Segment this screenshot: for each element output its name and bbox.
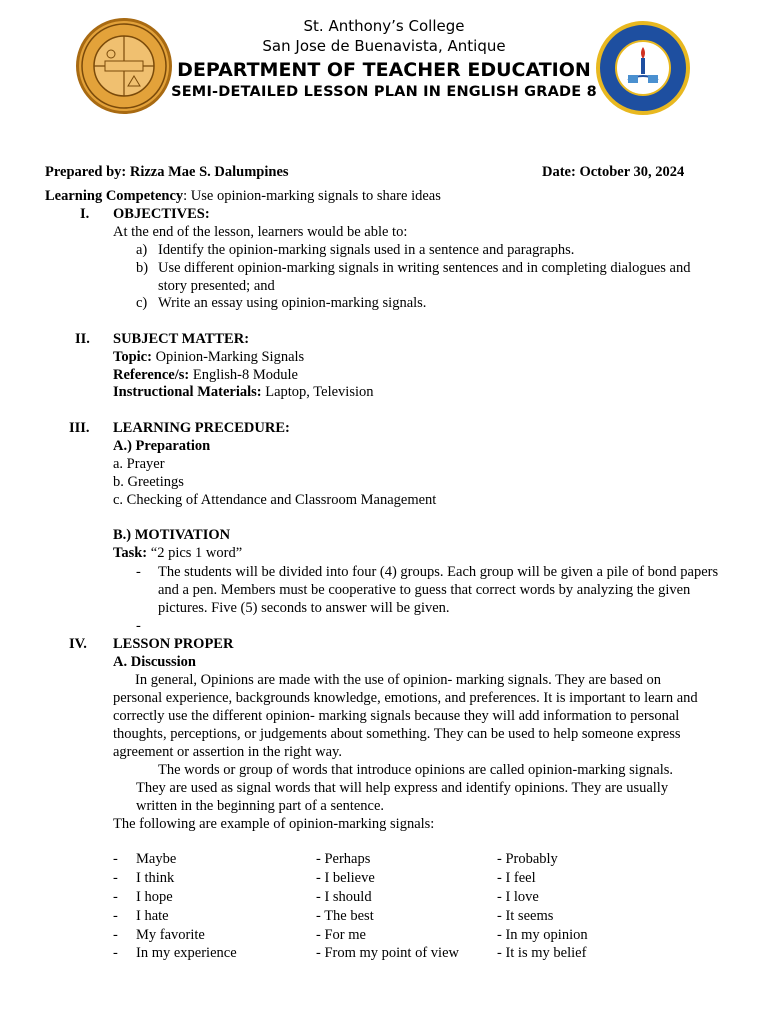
section-title-lesson: LESSON PROPER	[113, 636, 234, 652]
competency-label: Learning Competency	[45, 188, 184, 204]
reference	[113, 366, 298, 384]
task-description: The students will be divided into four (4) groups. Each group will be given a pile of bond papers and a pen. Members must be cooperative to guess that correct words by analyzing the given pictures. Five (5) seconds to answer will be given.	[158, 564, 719, 616]
bullet-dash: -	[136, 618, 141, 634]
signal-item: I hate	[136, 908, 169, 924]
discussion-paragraph: The words or group of words that introduce opinions are called opinion-marking signals. They are used as signal words that will help express and identify opinions. They are usually written in the beginning part of a sentence.	[136, 762, 674, 814]
section-title-subject: SUBJECT MATTER:	[113, 331, 250, 347]
signal-item: - For me	[316, 927, 366, 943]
preparation-item: c. Checking of Attendance and Classroom Management	[113, 492, 437, 508]
signal-dash: -	[113, 870, 118, 886]
objective-item: Use different opinion-marking signals in writing sentences and in completing dialogues and story presented; and	[158, 260, 691, 294]
section-number-subject: II.	[75, 331, 90, 347]
signal-dash: -	[113, 908, 118, 924]
signal-item: - In my opinion	[497, 927, 588, 943]
signal-item: - It is my belief	[497, 945, 587, 961]
objective-item: Write an essay using opinion-marking signals.	[158, 295, 427, 311]
reference-value: English-8 Module	[189, 367, 298, 383]
signal-item: - Probably	[497, 851, 558, 867]
date-label: Date:	[542, 164, 576, 180]
topic-value: Opinion-Marking Signals	[151, 349, 305, 365]
objective-marker: a)	[136, 242, 148, 258]
reference-label: Reference/s:	[113, 367, 190, 383]
signal-item: - It seems	[497, 908, 554, 924]
task-label: Task:	[113, 545, 148, 561]
instructional-materials	[113, 383, 374, 401]
signal-item: - I love	[497, 889, 539, 905]
signal-item: - Perhaps	[316, 851, 371, 867]
motivation-title: B.) MOTIVATION	[113, 527, 231, 543]
preparation-title: A.) Preparation	[113, 438, 211, 454]
signal-item: - The best	[316, 908, 374, 924]
task-value: “2 pics 1 word”	[147, 545, 243, 561]
section-number-procedure: III.	[69, 420, 90, 436]
signal-item: - I feel	[497, 870, 536, 886]
objectives-intro: At the end of the lesson, learners would be able to:	[113, 224, 408, 240]
learning-competency	[45, 187, 441, 205]
topic	[113, 348, 304, 366]
signal-item: In my experience	[136, 945, 237, 961]
signal-item: - From my point of view	[316, 945, 459, 961]
topic-label: Topic:	[113, 349, 152, 365]
signal-dash: -	[113, 889, 118, 905]
bullet-dash: -	[136, 564, 141, 580]
signal-dash: -	[113, 851, 118, 867]
signal-item: - I believe	[316, 870, 375, 886]
prepared-by-value: Rizza Mae S. Dalumpines	[129, 164, 289, 180]
signal-dash: -	[113, 945, 118, 961]
signal-item: My favorite	[136, 927, 205, 943]
college-location: San Jose de Buenavista, Antique	[262, 37, 506, 55]
task	[113, 544, 242, 562]
department-title: DEPARTMENT OF TEACHER EDUCATION	[177, 59, 591, 81]
objective-item: Identify the opinion-marking signals used in a sentence and paragraphs.	[158, 242, 575, 258]
preparation-item: b. Greetings	[113, 474, 184, 490]
section-number-lesson: IV.	[69, 636, 87, 652]
signal-item: I think	[136, 870, 175, 886]
materials-value: Laptop, Television	[261, 384, 374, 400]
prepared-by	[45, 163, 289, 181]
section-number-objectives: I.	[80, 206, 90, 222]
signal-dash: -	[113, 927, 118, 943]
preparation-item: a. Prayer	[113, 456, 165, 472]
discussion-paragraph: In general, Opinions are made with the use of opinion- marking signals. They are based on personal experience, backgrounds knowledge, emotions, and preferences. It is important to learn and correctly use the different opinion- marking signals because they will add information to personal thoughts, perceptions, or judgements about something. They can be used to help someone express agreement or assertion in the right way.	[113, 672, 698, 760]
materials-label: Instructional Materials:	[113, 384, 262, 400]
prepared-by-label: Prepared by:	[45, 164, 127, 180]
lesson-date	[542, 163, 684, 181]
signal-item: - I should	[316, 889, 372, 905]
section-title-procedure: LEARNING PRECEDURE:	[113, 420, 290, 436]
lesson-plan-title: SEMI-DETAILED LESSON PLAN IN ENGLISH GRADE 8	[171, 84, 597, 100]
competency-value: : Use opinion-marking signals to share ideas	[183, 188, 441, 204]
signal-item: Maybe	[136, 851, 177, 867]
section-title-objectives: OBJECTIVES:	[113, 206, 210, 222]
signal-item: I hope	[136, 889, 173, 905]
examples-intro: The following are example of opinion-marking signals:	[113, 816, 435, 832]
objective-marker: b)	[136, 260, 149, 276]
discussion-title: A. Discussion	[113, 654, 196, 670]
objective-marker: c)	[136, 295, 148, 311]
college-name: St. Anthony’s College	[303, 17, 465, 35]
date-value: October 30, 2024	[579, 164, 685, 180]
